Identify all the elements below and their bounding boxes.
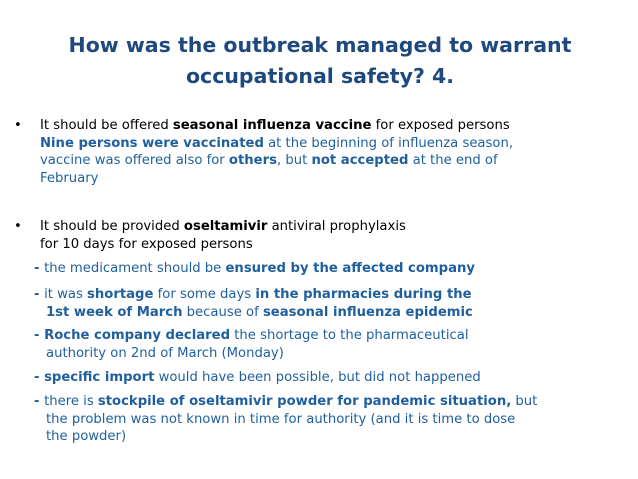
text-segment: at the beginning of influenza season, [263, 135, 514, 151]
text-segment: , but [276, 153, 312, 168]
text-segment: for exposed persons [371, 118, 510, 133]
bullet-dot: • [14, 219, 22, 234]
dash-item-import [34, 369, 481, 387]
dash-item-roche [34, 327, 468, 345]
text-segment: would have been possible, but did not happened [154, 370, 481, 385]
text-segment: oseltamivir [183, 219, 268, 234]
text-segment: shortage [87, 287, 154, 302]
dash-item-shortage-cont [46, 304, 473, 322]
bullet-vaccine-line-3 [40, 152, 498, 170]
dash-item-stockpile [34, 393, 537, 411]
text-segment: seasonal influenza epidemic [262, 304, 473, 320]
dash-mark: - [34, 261, 45, 276]
dash-item-roche-cont: authority on 2nd of March (Monday) [46, 345, 284, 361]
text-segment: seasonal influenza vaccine [172, 118, 372, 133]
text-segment: because of [182, 304, 263, 320]
dash-item-medicament [34, 260, 475, 278]
text-segment: Nine persons were vaccinated [40, 135, 264, 151]
text-segment: the shortage to the pharmaceutical [230, 328, 469, 343]
text-segment: antiviral prophylaxis [267, 219, 406, 234]
text-segment: It should be provided [40, 219, 184, 234]
dash-item-stockpile-cont-1: the problem was not known in time for authority (and it is time to dose [46, 411, 516, 427]
text-segment: others [228, 153, 277, 168]
text-segment: in the pharmacies during the [255, 287, 472, 302]
title-line-2: occupational safety? 4. [185, 64, 455, 88]
text-segment: for some days [153, 287, 256, 302]
text-segment: ensured by the affected company [225, 261, 475, 276]
text-segment: - Roche company declared [34, 328, 231, 343]
dash-item-shortage [34, 286, 472, 304]
text-segment: It should be offered [40, 118, 173, 133]
bullet-oseltamivir-line-2: for 10 days for exposed persons [40, 236, 253, 252]
dash-item-stockpile-cont-2: the powder) [46, 429, 127, 444]
text-segment: but [511, 394, 538, 409]
text-segment: 1st week of March [46, 304, 183, 320]
bullet-vaccine-line-4: February [40, 170, 99, 186]
dash-mark: - [34, 287, 45, 302]
bullet-oseltamivir-line-1 [40, 218, 406, 236]
text-segment: there is [44, 394, 98, 409]
text-segment: vaccine was offered also for [40, 153, 229, 168]
text-segment: it was [44, 287, 88, 302]
slide-title [40, 30, 600, 92]
bullet-dot: • [14, 118, 22, 133]
text-segment: the medicament should be [44, 261, 226, 276]
text-segment: at the end of [408, 153, 498, 168]
bullet-vaccine-line-2 [40, 135, 513, 153]
text-segment: - specific import [34, 370, 155, 385]
dash-mark: - [34, 394, 45, 409]
title-line-1: How was the outbreak managed to warrant [68, 33, 572, 57]
text-segment: stockpile of oseltamivir powder for pandemic situation, [97, 394, 512, 409]
bullet-vaccine-line-1 [40, 117, 510, 135]
text-segment: not accepted [311, 153, 409, 168]
